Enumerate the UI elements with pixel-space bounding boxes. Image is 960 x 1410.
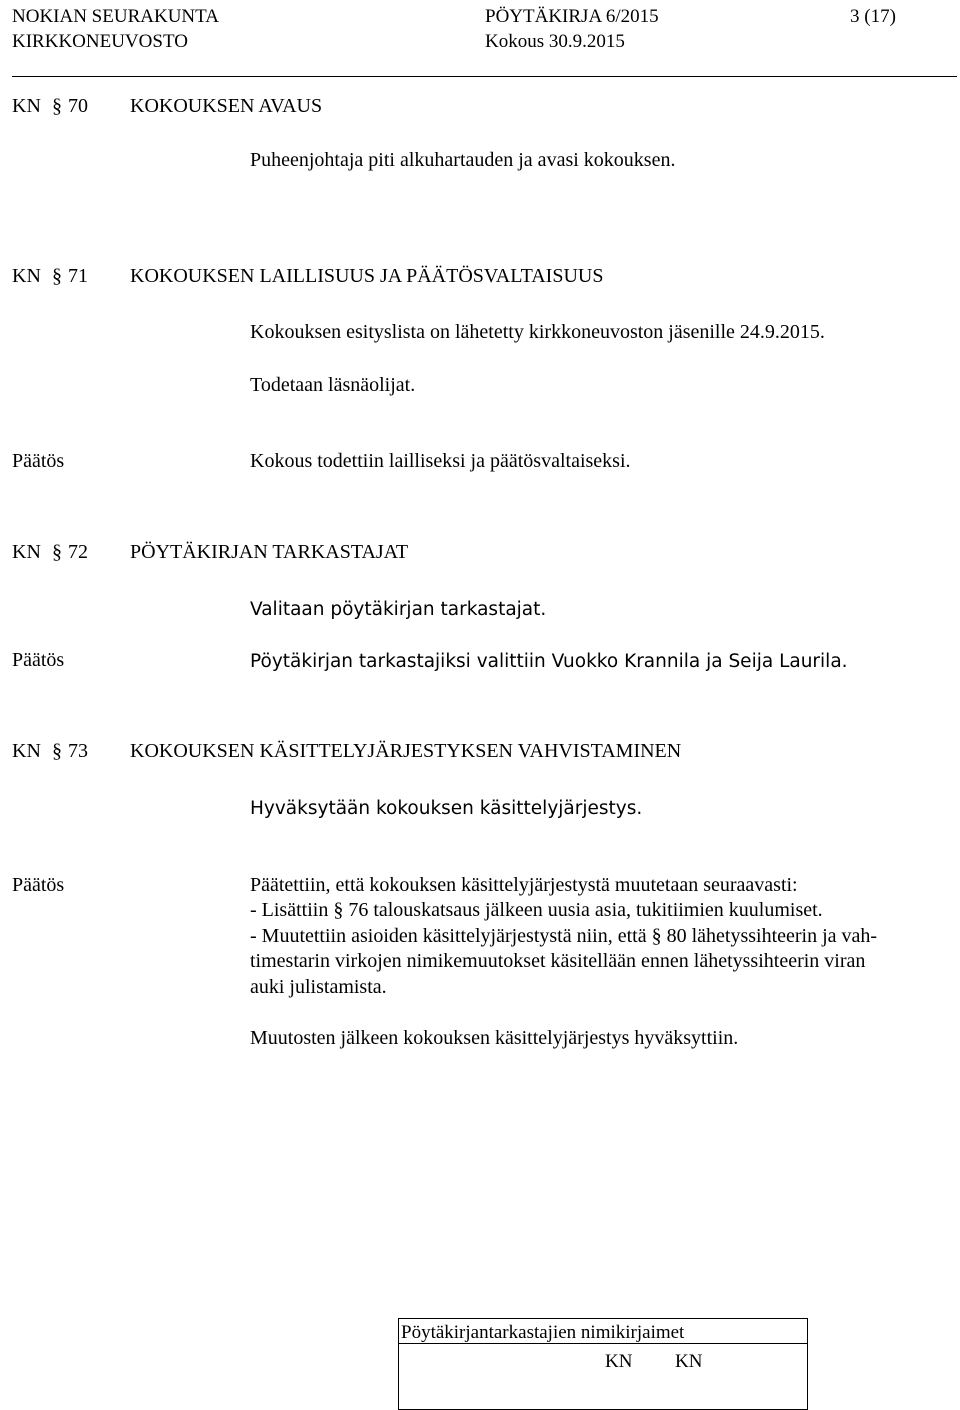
section-71-number: 71 <box>68 265 88 287</box>
section-70-prefix: KN <box>12 95 41 117</box>
section-70-number: 70 <box>68 95 88 117</box>
header-body: KIRKKONEUVOSTO <box>12 31 188 52</box>
section-71-text-1: Kokouksen esityslista on lähetetty kirkkoneuvoston jäsenille 24.9.2015. <box>250 321 825 343</box>
section-73-prefix: KN <box>12 740 41 762</box>
header-meeting-date: Kokous 30.9.2015 <box>485 31 625 52</box>
section-71-decision: Kokous todettiin lailliseksi ja päätösvaltaiseksi. <box>250 450 631 472</box>
initials-box <box>398 1318 808 1410</box>
section-72-symbol: § <box>52 541 62 563</box>
section-73-decision-label: Päätös <box>12 874 65 896</box>
section-71-symbol: § <box>52 265 62 287</box>
section-72-prefix: KN <box>12 541 41 563</box>
section-72-text: Valitaan pöytäkirjan tarkastajat. <box>250 599 547 620</box>
section-70-text: Puheenjohtaja piti alkuhartauden ja avasi kokouksen. <box>250 149 676 171</box>
section-73-number: 73 <box>68 740 88 762</box>
header-page-number: 3 (17) <box>850 6 896 27</box>
initials-box-divider <box>399 1343 807 1344</box>
section-73-decision-line-1: Päätettiin, että kokouksen käsittelyjärjestystä muutetaan seuraavasti: <box>250 874 798 896</box>
section-73-decision-line-3: - Muutettiin asioiden käsittelyjärjestystä niin, että § 80 lähetyssihteerin ja vah- <box>250 925 878 947</box>
section-71-text-2: Todetaan läsnäolijat. <box>250 374 416 396</box>
section-72-title: PÖYTÄKIRJAN TARKASTAJAT <box>130 541 409 563</box>
section-70-symbol: § <box>52 95 62 117</box>
header-document: PÖYTÄKIRJA 6/2015 <box>485 6 659 27</box>
initials-box-title: Pöytäkirjantarkastajien nimikirjaimet <box>401 1322 685 1343</box>
section-72-number: 72 <box>68 541 88 563</box>
section-71-title: KOKOUKSEN LAILLISUUS JA PÄÄTÖSVALTAISUUS <box>130 265 604 287</box>
section-72-decision-label: Päätös <box>12 649 65 671</box>
section-73-closing: Muutosten jälkeen kokouksen käsittelyjärjestys hyväksyttiin. <box>250 1027 739 1049</box>
initials-1: KN <box>605 1351 633 1372</box>
section-71-decision-label: Päätös <box>12 450 65 472</box>
initials-2: KN <box>675 1351 703 1372</box>
section-71-prefix: KN <box>12 265 41 287</box>
section-73-decision-line-2: - Lisättiin § 76 talouskatsaus jälkeen uusia asia, tukitiimien kuulumiset. <box>250 899 823 921</box>
section-73-symbol: § <box>52 740 62 762</box>
section-73-decision-line-5: auki julistamista. <box>250 976 387 998</box>
section-73-title: KOKOUKSEN KÄSITTELYJÄRJESTYKSEN VAHVISTAMINEN <box>130 740 682 762</box>
section-73-decision-line-4: timestarin virkojen nimikemuutokset käsitellään ennen lähetyssihteerin viran <box>250 950 866 972</box>
section-73-text: Hyväksytään kokouksen käsittelyjärjestys. <box>250 798 643 819</box>
header-org: NOKIAN SEURAKUNTA <box>12 6 219 27</box>
header-divider <box>12 76 957 77</box>
section-72-decision: Pöytäkirjan tarkastajiksi valittiin Vuokko Krannila ja Seija Laurila. <box>250 651 848 672</box>
section-70-title: KOKOUKSEN AVAUS <box>130 95 323 117</box>
